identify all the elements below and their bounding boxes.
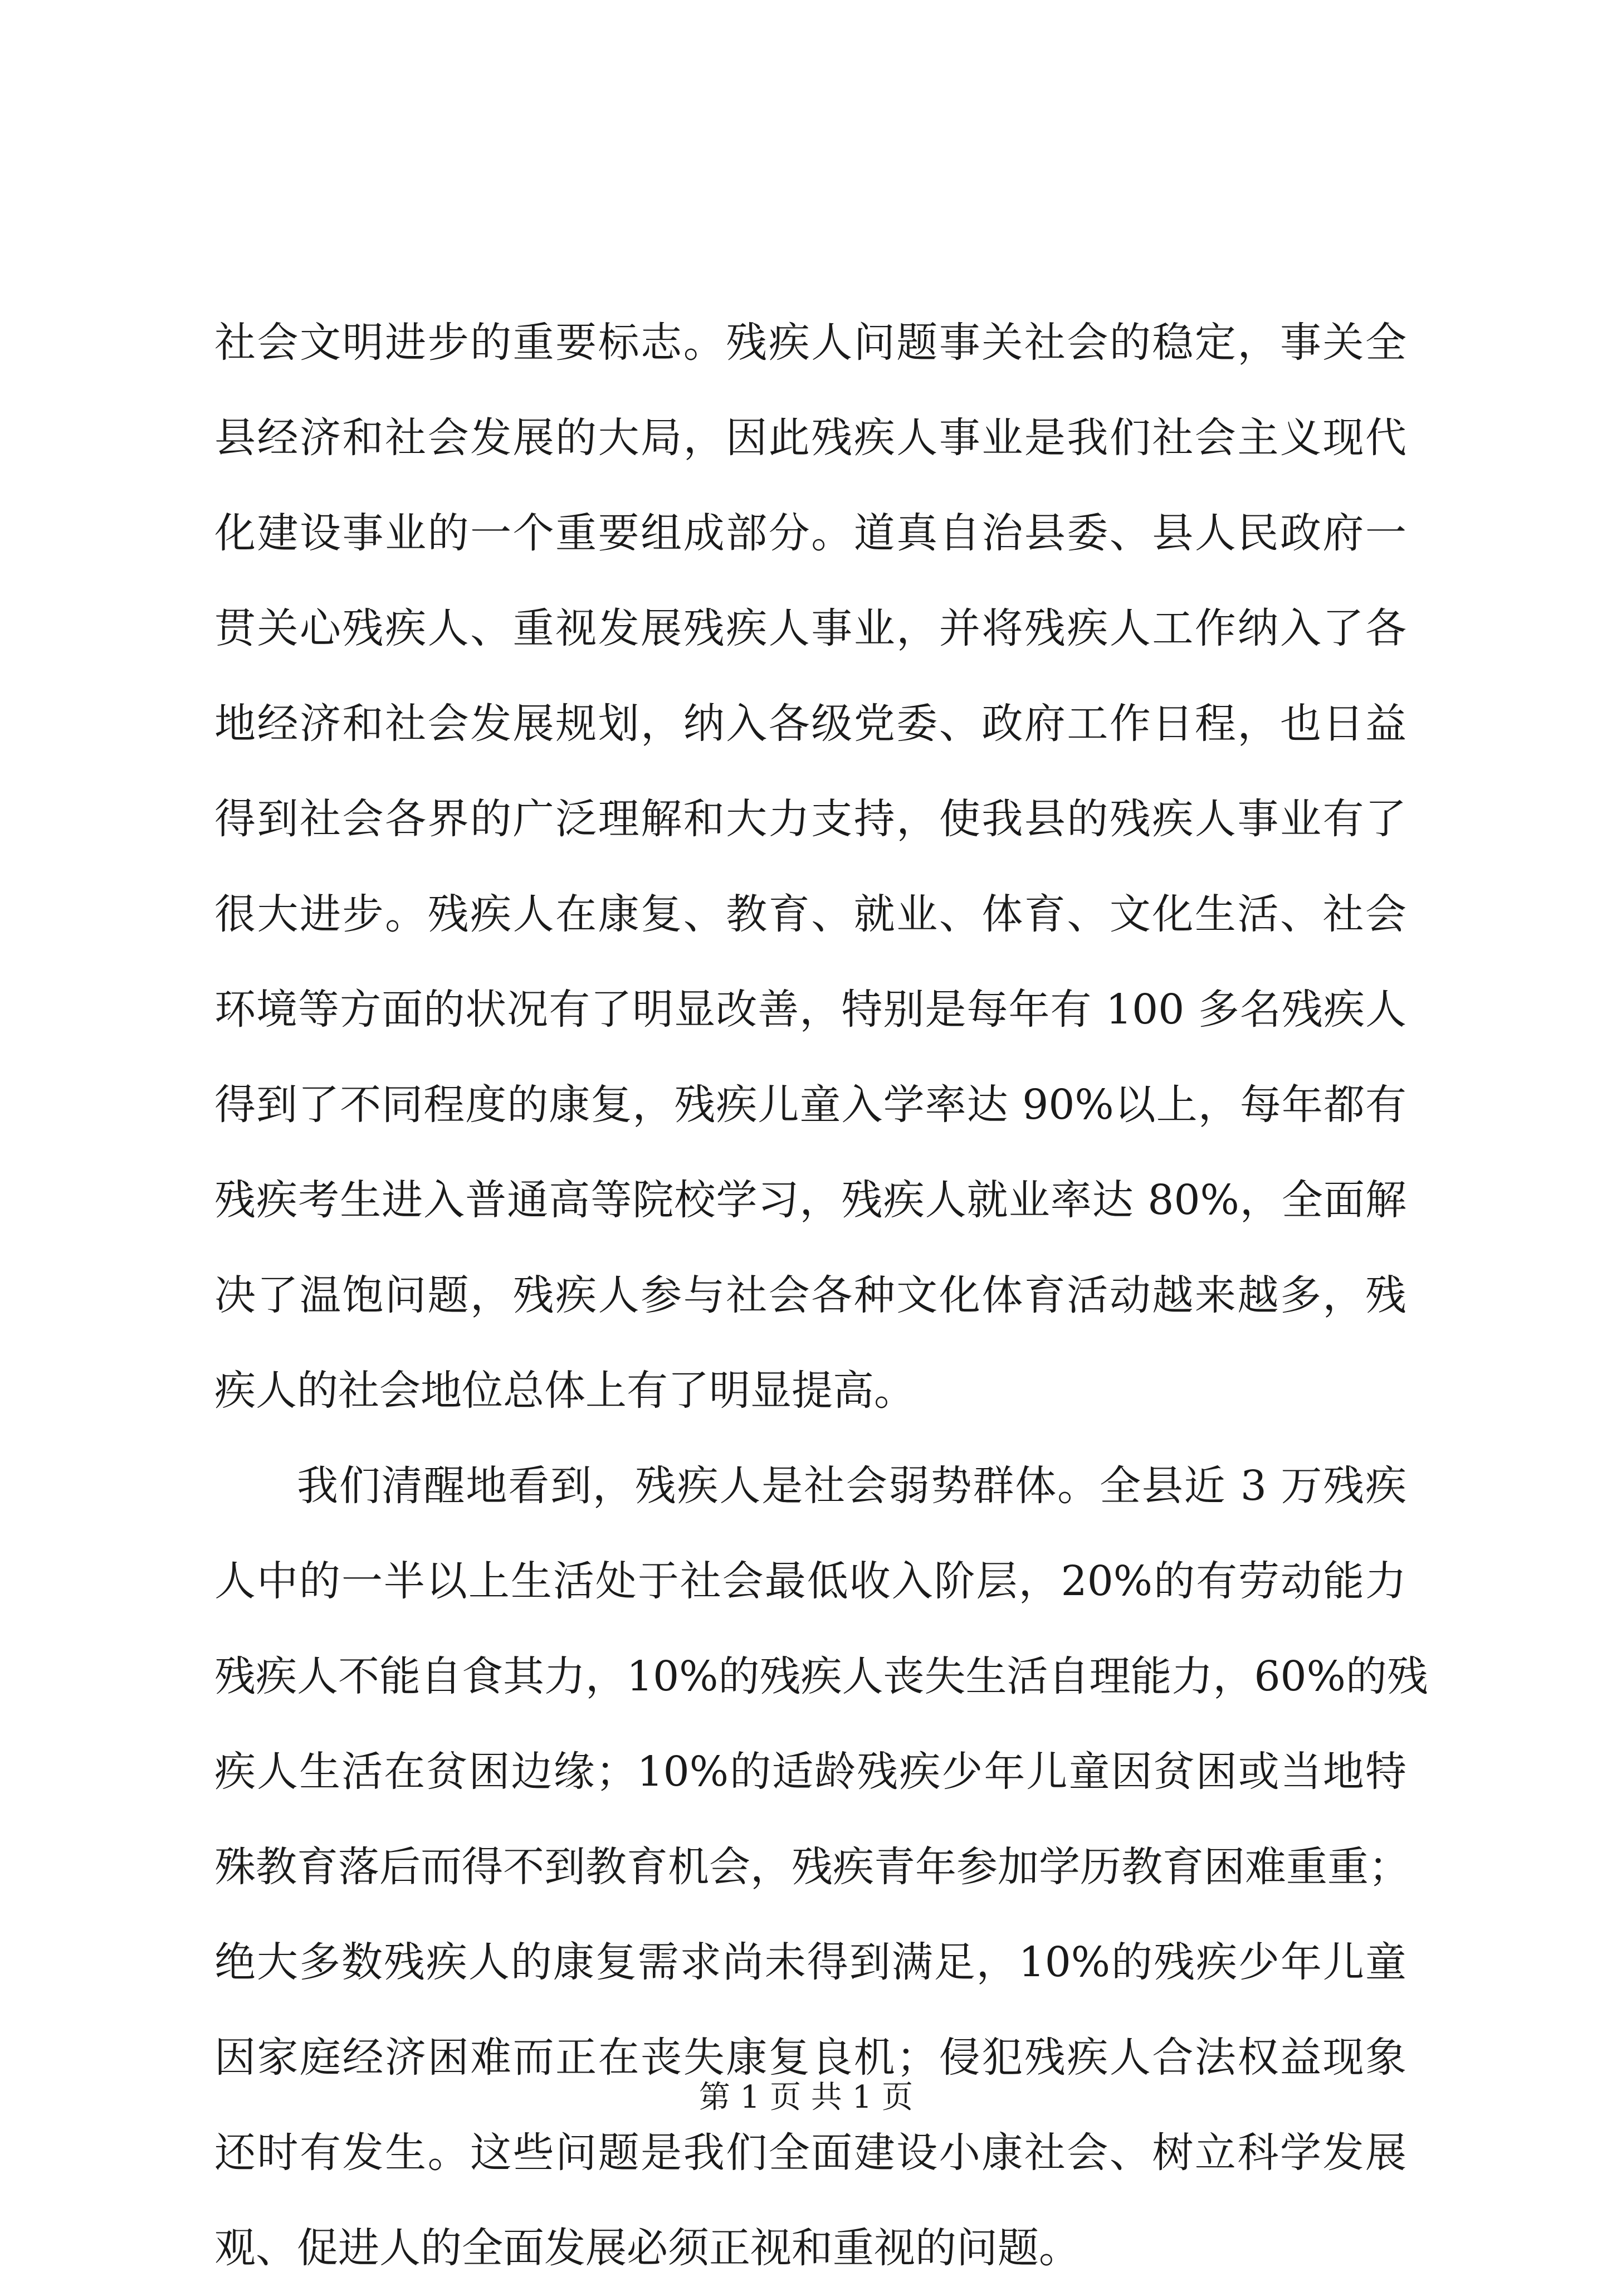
text-line: 地经济和社会发展规划，纳入各级党委、政府工作日程，也日益 xyxy=(214,700,1406,748)
text-line: 疾人生活在贫困边缘；10%的适龄残疾少年儿童因贫困或当地特 xyxy=(214,1748,1406,1796)
text-line: 得到社会各界的广泛理解和大力支持，使我县的残疾人事业有了 xyxy=(214,795,1406,843)
text-line: 贯关心残疾人、重视发展残疾人事业，并将残疾人工作纳入了各 xyxy=(214,605,1406,652)
text-line: 决了温饱问题，残疾人参与社会各种文化体育活动越来越多，残 xyxy=(214,1271,1406,1319)
text-line: 化建设事业的一个重要组成部分。道真自治县委、县人民政府一 xyxy=(214,509,1406,557)
text-line: 得到了不同程度的康复，残疾儿童入学率达 90%以上，每年都有 xyxy=(214,1081,1406,1129)
paragraph-1 xyxy=(214,295,1406,1439)
document-body xyxy=(214,295,1428,2296)
text-line: 很大进步。残疾人在康复、教育、就业、体育、文化生活、社会 xyxy=(214,890,1406,938)
text-line: 残疾人不能自食其力，10%的残疾人丧失生活自理能力，60%的残 xyxy=(214,1652,1428,1700)
text-line: 环境等方面的状况有了明显改善，特别是每年有 100 多名残疾人 xyxy=(214,986,1406,1034)
text-line: 因家庭经济困难而正在丧失康复良机；侵犯残疾人合法权益现象 xyxy=(214,2034,1406,2081)
page-footer: 第 1 页 共 1 页 xyxy=(698,2079,914,2115)
text-line: 县经济和社会发展的大局，因此残疾人事业是我们社会主义现代 xyxy=(214,414,1406,462)
text-line: 疾人的社会地位总体上有了明显提高。 xyxy=(214,1367,915,1415)
text-line: 残疾考生进入普通高等院校学习，残疾人就业率达 80%，全面解 xyxy=(214,1176,1406,1224)
text-line: 绝大多数残疾人的康复需求尚未得到满足，10%的残疾少年儿童 xyxy=(214,1938,1406,1986)
text-line: 观、促进人的全面发展必须正视和重视的问题。 xyxy=(214,2224,1080,2272)
paragraph-2 xyxy=(214,1439,1428,2296)
text-line: 社会文明进步的重要标志。残疾人问题事关社会的稳定，事关全 xyxy=(214,319,1406,367)
text-line: 我们清醒地看到，残疾人是社会弱势群体。全县近 3 万残疾 xyxy=(297,1462,1406,1510)
text-line: 人中的一半以上生活处于社会最低收入阶层，20%的有劳动能力 xyxy=(214,1557,1406,1605)
text-line: 还时有发生。这些问题是我们全面建设小康社会、树立科学发展 xyxy=(214,2129,1406,2177)
text-line: 殊教育落后而得不到教育机会，残疾青年参加学历教育困难重重； xyxy=(214,1843,1410,1891)
